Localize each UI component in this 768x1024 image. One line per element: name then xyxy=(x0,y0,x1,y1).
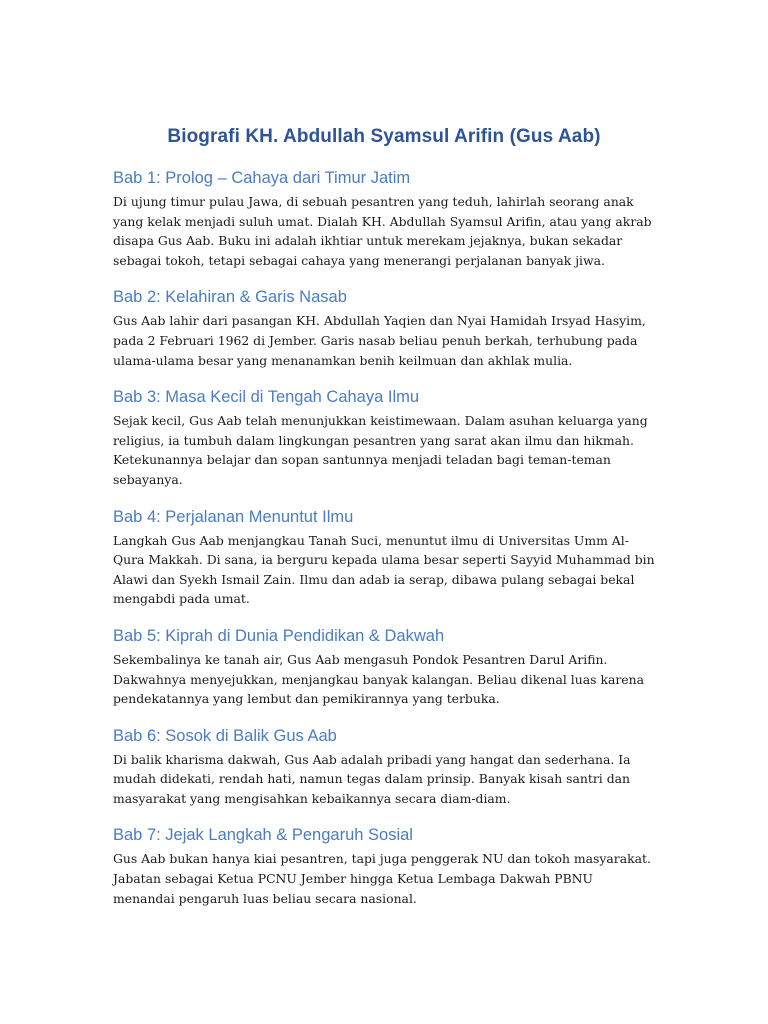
chapter-2 xyxy=(113,286,658,370)
chapter-heading: Bab 5: Kiprah di Dunia Pendidikan & Dakwah xyxy=(113,626,445,645)
chapter-6 xyxy=(113,725,658,809)
chapter-heading: Bab 6: Sosok di Balik Gus Aab xyxy=(113,726,337,745)
chapter-heading: Bab 4: Perjalanan Menuntut Ilmu xyxy=(113,507,354,526)
chapter-body: Gus Aab lahir dari pasangan KH. Abdullah Yaqien dan Nyai Hamidah Irsyad Hasyim, pada 2 Februari 1962 di Jember. Garis nasab beliau penuh berkah, terhubung pada ulama-ulama besar yang menanamkan benih keilmuan dan akhlak mulia. xyxy=(113,313,646,368)
chapter-7 xyxy=(113,824,658,908)
chapter-body: Sekembalinya ke tanah air, Gus Aab mengasuh Pondok Pesantren Darul Arifin. Dakwahnya menyejukkan, menjangkau banyak kalangan. Beliau dikenal luas karena pendekatannya yang lembut dan pemikirannya yang terbuka. xyxy=(113,651,644,707)
chapter-body: Langkah Gus Aab menjangkau Tanah Suci, menuntut ilmu di Universitas Umm Al-Qura Makkah. Di sana, ia berguru kepada ulama besar seperti Sayyid Muhammad bin Alawi dan Syekh Ismail Zain. Ilmu dan adab ia serap, dibawa pulang sebagai bekal mengabdi pada umat. xyxy=(113,532,655,607)
document-content xyxy=(113,167,658,908)
chapter-heading: Bab 3: Masa Kecil di Tengah Cahaya Ilmu xyxy=(113,388,420,407)
chapter-heading: Bab 1: Prolog – Cahaya dari Timur Jatim xyxy=(113,169,411,187)
chapter-heading: Bab 7: Jejak Langkah & Pengaruh Sosial xyxy=(113,826,413,845)
chapter-4 xyxy=(113,506,658,609)
chapter-body: Di ujung timur pulau Jawa, di sebuah pesantren yang teduh, lahirlah seorang anak yang kelak menjadi suluh umat. Dialah KH. Abdullah Syamsul Arifin, atau yang akrab disapa Gus Aab. Buku ini adalah ikhtiar untuk merekam jejaknya, bukan sekadar sebagai tokoh, tetapi sebagai cahaya yang menerangi perjalanan banyak jiwa. xyxy=(113,194,652,268)
chapter-body: Sejak kecil, Gus Aab telah menunjukkan keistimewaan. Dalam asuhan keluarga yang religius, ia tumbuh dalam lingkungan pesantren yang sarat akan ilmu dan hikmah. Ketekunannya belajar dan sopan santunnya menjadi teladan bagi teman-teman sebayanya. xyxy=(113,413,648,487)
chapter-1 xyxy=(113,167,658,270)
document-title: Biografi KH. Abdullah Syamsul Arifin (Gus Aab) xyxy=(167,126,601,147)
chapter-body: Gus Aab bukan hanya kiai pesantren, tapi juga penggerak NU dan tokoh masyarakat. Jabatan sebagai Ketua PCNU Jember hingga Ketua Lembaga Dakwah PBNU menandai pengaruh luas beliau secara nasional. xyxy=(113,851,651,906)
chapter-3 xyxy=(113,386,658,489)
chapter-body: Di balik kharisma dakwah, Gus Aab adalah pribadi yang hangat dan sederhana. Ia mudah didekati, rendah hati, namun tegas dalam prinsip. Banyak kisah santri dan masyarakat yang mengisahkan kebaikannya secara diam-diam. xyxy=(113,751,631,806)
chapter-5 xyxy=(113,625,658,709)
chapter-heading: Bab 2: Kelahiran & Garis Nasab xyxy=(113,288,347,307)
